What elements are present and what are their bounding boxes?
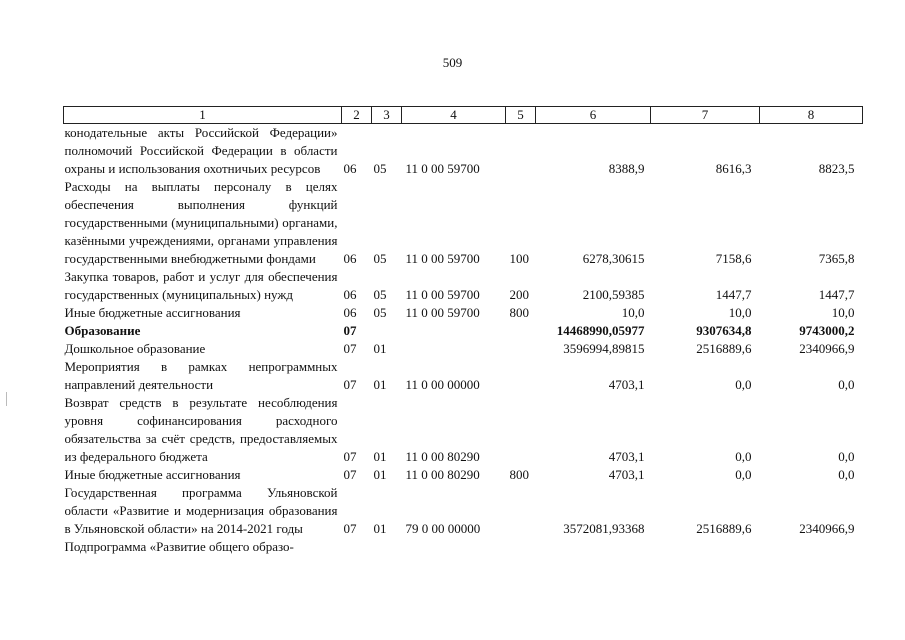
row-subsection-code: 05 [373,287,387,302]
row-section-code: 06 [343,305,357,320]
row-amount-col6: 2100,59385 [582,287,645,302]
row-section-code: 07 [343,323,357,338]
row-amount-col7: 9307634,8 [696,323,752,338]
table-row [64,178,863,268]
table-row [64,304,863,322]
row-name: Закупка товаров, работ и услуг для обеспечения государственных (муниципальных) нужд [64,269,338,302]
row-target-article: 79 0 00 00000 [405,521,481,536]
row-subsection-code: 05 [373,161,387,176]
table-row [64,358,863,394]
column-header-3: 3 [372,107,402,124]
row-target-article: 11 0 00 59700 [405,287,480,302]
row-name: Образование [64,323,141,338]
row-name: Иные бюджетные ассигнования [64,305,241,320]
row-name: Государственная программа Ульяновской области «Развитие и модернизация образования в Ульяновской области» на 2014-2021 годы [64,485,338,536]
row-amount-col8: 2340966,9 [799,341,855,356]
row-expense-type [506,394,536,466]
row-section-code: 07 [343,467,357,482]
column-header-8: 8 [760,107,863,124]
row-amount-col8: 10,0 [831,305,855,320]
row-subsection-code: 01 [373,341,387,356]
row-amount-col6: 14468990,05977 [556,323,645,338]
row-expense-type: 800 [509,305,529,320]
row-amount-col8: 0,0 [838,377,855,392]
row-name: Дошкольное образование [64,341,206,356]
table-row [64,124,863,179]
row-expense-type [506,538,536,556]
row-subsection-code: 05 [373,305,387,320]
row-expense-type: 100 [509,251,529,266]
row-amount-col7: 2516889,6 [696,521,752,536]
column-header-4: 4 [402,107,506,124]
row-amount-col7: 7158,6 [715,251,752,266]
row-target-article [402,322,506,340]
row-section-code: 06 [343,161,357,176]
table-row [64,322,863,340]
column-header-7: 7 [651,107,760,124]
row-section-code: 07 [343,377,357,392]
row-amount-col6: 8388,9 [608,161,645,176]
row-amount-col8: 0,0 [838,467,855,482]
row-amount-col8: 7365,8 [818,251,855,266]
row-amount-col7: 0,0 [735,467,752,482]
row-subsection-code [372,538,402,556]
row-name: Иные бюджетные ассигнования [64,467,241,482]
row-expense-type [506,124,536,179]
row-subsection-code: 01 [373,467,387,482]
row-amount-col8: 9743000,2 [799,323,855,338]
row-expense-type [506,322,536,340]
table-row [64,466,863,484]
row-section-code: 06 [343,287,357,302]
row-name: Мероприятия в рамках непрограммных направлений деятельности [64,359,338,392]
row-expense-type [506,358,536,394]
row-amount-col7: 2516889,6 [696,341,752,356]
row-amount-col8: 8823,5 [818,161,855,176]
row-subsection-code [372,322,402,340]
row-subsection-code: 01 [373,377,387,392]
row-amount-col6: 3596994,89815 [563,341,645,356]
row-section-code [342,538,372,556]
row-name: конодательные акты Российской Федерации» полномочий Российской Федерации в области охраны и использования охотничьих ресурсов [64,125,338,176]
row-section-code: 07 [343,449,357,464]
row-amount-col7 [651,538,760,556]
row-expense-type: 200 [509,287,529,302]
table-row [64,340,863,358]
budget-table [63,106,863,556]
row-amount-col6: 4703,1 [608,377,645,392]
row-section-code: 06 [343,251,357,266]
row-name: Возврат средств в результате несоблюдения уровня софинансирования расходного обязательства за счёт средств, предоставляемых из федерального бюджета [64,395,338,464]
page-number: 509 [442,55,463,70]
row-amount-col8: 1447,7 [818,287,855,302]
row-expense-type: 800 [509,467,529,482]
row-amount-col6: 3572081,93368 [563,521,645,536]
row-amount-col7: 1447,7 [715,287,752,302]
row-amount-col7: 10,0 [728,305,752,320]
row-subsection-code: 01 [373,449,387,464]
row-amount-col7: 0,0 [735,449,752,464]
row-target-article: 11 0 00 80290 [405,467,480,482]
table-row [64,538,863,556]
row-section-code: 07 [343,521,357,536]
row-target-article: 11 0 00 59700 [405,161,480,176]
table-row [64,268,863,304]
row-subsection-code: 01 [373,521,387,536]
row-subsection-code: 05 [373,251,387,266]
row-amount-col6: 4703,1 [608,449,645,464]
row-target-article [402,538,506,556]
table-row [64,484,863,538]
row-target-article: 11 0 00 59700 [405,305,480,320]
row-target-article: 11 0 00 00000 [405,377,480,392]
column-header-1: 1 [64,107,342,124]
row-target-article [402,340,506,358]
row-name: Подпрограмма «Развитие общего образо- [64,539,294,554]
table-header [64,107,863,124]
row-amount-col7: 0,0 [735,377,752,392]
table-body [64,124,863,557]
column-header-2: 2 [342,107,372,124]
row-amount-col8: 0,0 [838,449,855,464]
row-amount-col8: 2340966,9 [799,521,855,536]
row-name: Расходы на выплаты персоналу в целях обеспечения выполнения функций государственными (муниципальными) органами, казёнными учреждениями, органами управления государственными внебюджетными фондами [64,179,338,266]
column-header-5: 5 [506,107,536,124]
row-amount-col6 [536,538,651,556]
table-row [64,394,863,466]
row-target-article: 11 0 00 59700 [405,251,480,266]
row-amount-col6: 6278,30615 [582,251,645,266]
row-amount-col6: 4703,1 [608,467,645,482]
margin-mark [6,392,7,406]
row-expense-type [506,340,536,358]
row-section-code: 07 [343,341,357,356]
row-amount-col7: 8616,3 [715,161,752,176]
row-expense-type [506,484,536,538]
column-header-6: 6 [536,107,651,124]
row-amount-col8 [760,538,863,556]
row-target-article: 11 0 00 80290 [405,449,480,464]
row-amount-col6: 10,0 [621,305,645,320]
